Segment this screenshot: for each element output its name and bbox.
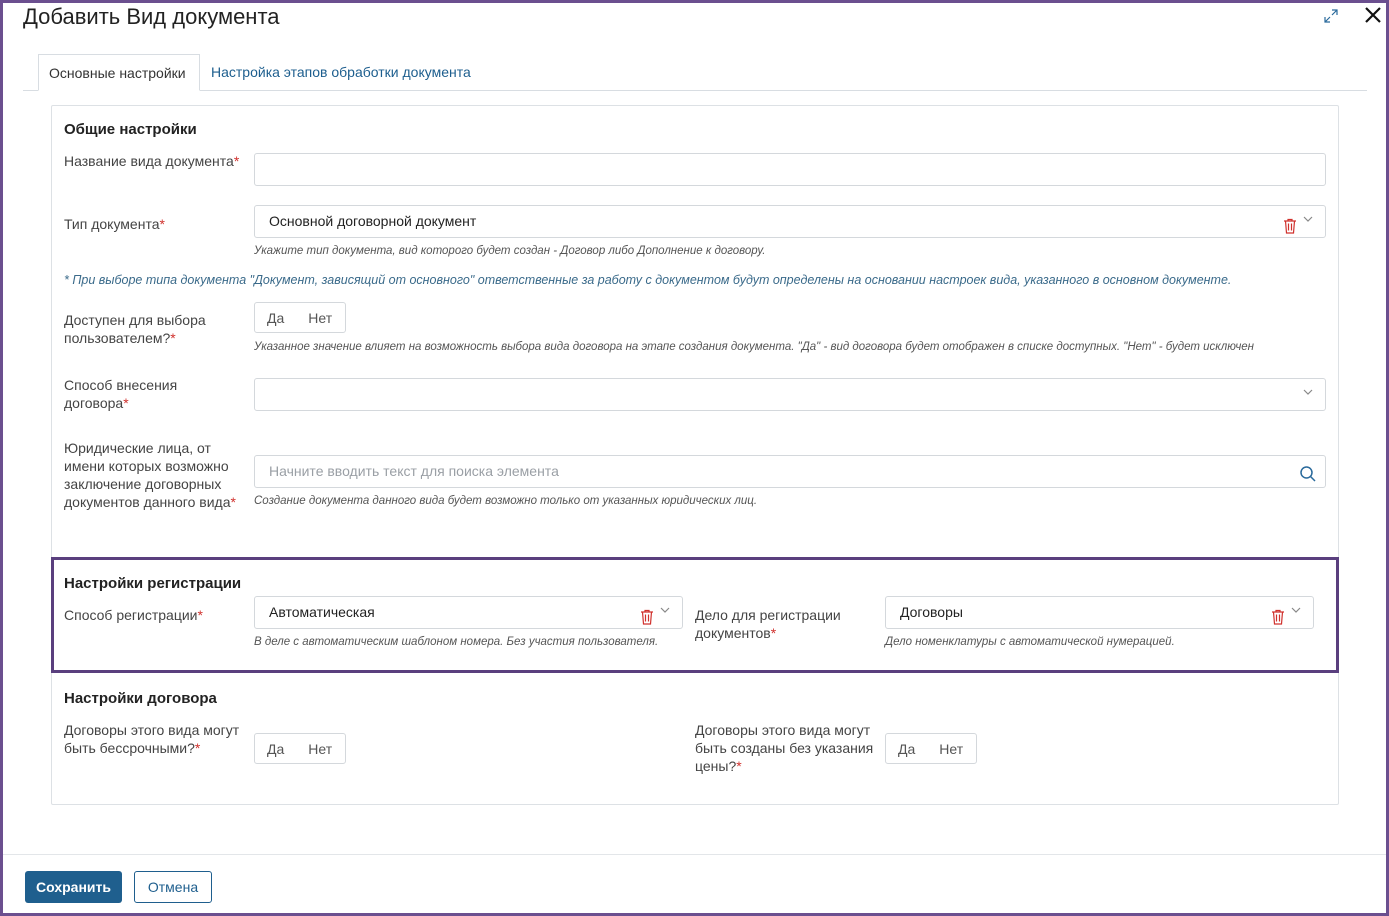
registration-method-value: Автоматическая: [269, 604, 375, 620]
registration-case-select[interactable]: [885, 596, 1314, 629]
doc-type-note: * При выборе типа документа "Документ, зависящий от основного" ответственные за работу с документом будут определены на основании настроек вида, указанного в основном документе.: [64, 273, 1232, 287]
footer-divider: [3, 854, 1386, 855]
perpetual-label: Договоры этого вида могут быть бессрочными?*: [64, 722, 240, 756]
doc-type-label: Тип документа*: [64, 216, 165, 232]
legal-entities-search-input[interactable]: [254, 455, 1326, 488]
legal-entities-label: Юридические лица, от имени которых возможно заключение договорных документов данного вида*: [64, 440, 236, 510]
general-settings-title: Общие настройки: [64, 121, 197, 138]
dialog-title: Добавить Вид документа: [23, 4, 280, 29]
doc-type-hint: Укажите тип документа, вид которого будет создан - Договор либо Дополнение к договору.: [254, 245, 766, 257]
toggle-yes[interactable]: Да: [898, 740, 916, 757]
doc-type-value: Основной договорной документ: [269, 213, 477, 229]
toggle-no[interactable]: Нет: [308, 740, 333, 757]
tab-main-settings[interactable]: Основные настройки: [38, 54, 200, 91]
tab-bar: [23, 54, 1367, 91]
registration-case-hint: Дело номенклатуры с автоматической нумерацией.: [885, 636, 1175, 648]
search-icon[interactable]: [1299, 463, 1317, 481]
entry-method-select[interactable]: [254, 378, 1326, 411]
save-button[interactable]: Сохранить: [25, 871, 122, 903]
toggle-yes[interactable]: Да: [267, 740, 285, 757]
legal-entities-hint: Создание документа данного вида будет возможно только от указанных юридических лиц.: [254, 495, 758, 507]
toggle-no[interactable]: Нет: [308, 309, 333, 326]
trash-icon[interactable]: [1283, 214, 1297, 230]
chevron-down-icon[interactable]: [1303, 385, 1313, 403]
available-toggle[interactable]: [254, 302, 346, 333]
perpetual-toggle[interactable]: [254, 733, 346, 764]
contract-settings-title: Настройки договора: [64, 690, 217, 707]
entry-method-label: Способ внесения договора*: [64, 377, 178, 411]
registration-method-label: Способ регистрации*: [64, 607, 203, 623]
doc-name-input[interactable]: [254, 153, 1326, 186]
toggle-yes[interactable]: Да: [267, 309, 285, 326]
doc-type-select[interactable]: [254, 205, 1326, 238]
registration-method-hint: В деле с автоматическим шаблоном номера. Без участия пользователя.: [254, 636, 659, 648]
chevron-down-icon[interactable]: [660, 603, 670, 621]
chevron-down-icon[interactable]: [1291, 603, 1301, 621]
doc-name-label: Название вида документа*: [64, 153, 240, 169]
toggle-no[interactable]: Нет: [939, 740, 964, 757]
close-icon[interactable]: [1363, 5, 1383, 27]
registration-case-value: Договоры: [900, 604, 963, 620]
cancel-button[interactable]: Отмена: [134, 871, 212, 903]
registration-settings-title: Настройки регистрации: [64, 575, 242, 592]
available-label: Доступен для выбора пользователем?*: [64, 312, 206, 346]
registration-method-select[interactable]: [254, 596, 683, 629]
no-price-label: Договоры этого вида могут быть созданы без указания цены?*: [695, 722, 874, 774]
trash-icon[interactable]: [1271, 605, 1285, 621]
trash-icon[interactable]: [640, 605, 654, 621]
expand-icon[interactable]: [1323, 8, 1339, 24]
chevron-down-icon[interactable]: [1303, 212, 1313, 230]
legal-entities-placeholder: Начните вводить текст для поиска элемента: [269, 463, 559, 479]
tab-processing-stages[interactable]: Настройка этапов обработки документа: [211, 64, 471, 80]
registration-case-label: Дело для регистрации документов*: [695, 607, 841, 641]
no-price-toggle[interactable]: [885, 733, 977, 764]
available-hint: Указанное значение влияет на возможность выбора вида договора на этапе создания документа. "Да" - вид договора будет отображен в списке доступных. "Нет" - будет исключен: [254, 341, 1255, 353]
